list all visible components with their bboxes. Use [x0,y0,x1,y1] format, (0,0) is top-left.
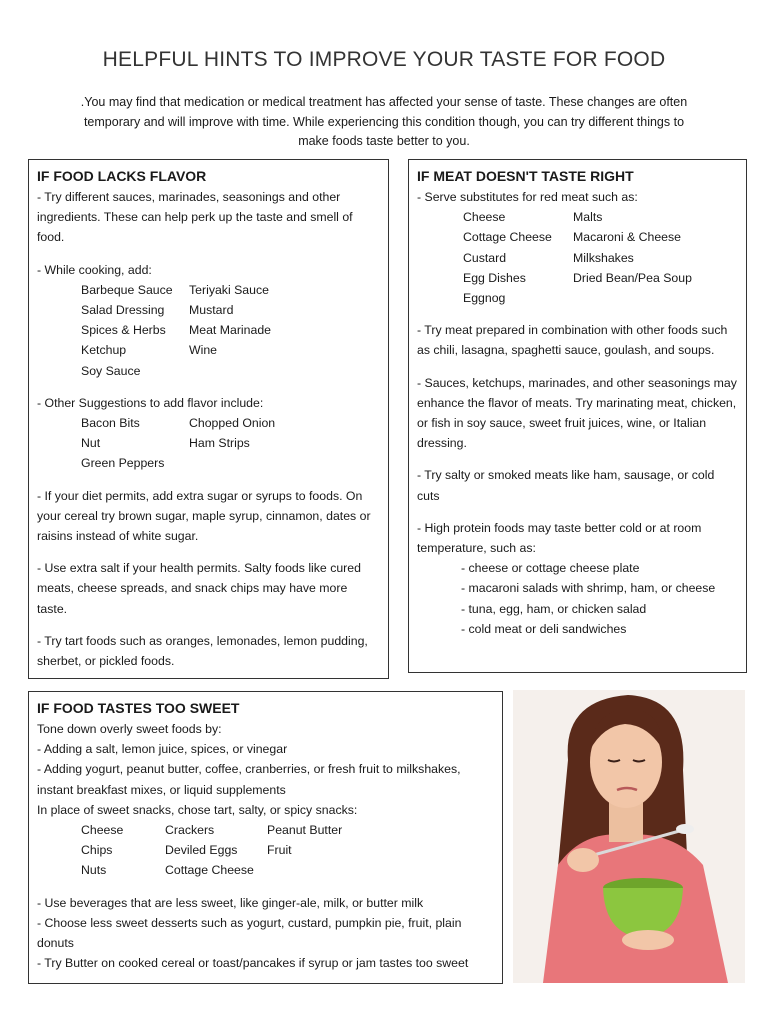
sweet-line-5: - Use beverages that are less sweet, like ginger-ale, milk, or butter milk [37,895,424,910]
lacks-flavor-section [28,159,389,679]
list-item: - cold meat or deli sandwiches [461,621,627,636]
list-item: Teriyaki Sauce [189,282,269,297]
protein-tip: - High protein foods may taste better cold or at room temperature, such as: [417,520,702,556]
list-item: - tuna, egg, ham, or chicken salad [461,601,647,616]
list-item: Salad Dressing [81,303,165,318]
list-item: Green Peppers [81,456,165,471]
list-item: Eggnog [463,291,506,306]
sweet-line-3: - Adding yogurt, peanut butter, coffee, cranberries, or fresh fruit to milkshakes, instant breakfast mixes, or liquid supplements [37,762,461,797]
list-item: Milkshakes [573,250,634,265]
list-item: Cottage Cheese [463,230,552,245]
list-item: Barbeque Sauce [81,282,173,297]
list-item: Dried Bean/Pea Soup [573,270,692,285]
list-item: - macaroni salads with shrimp, ham, or cheese [461,581,716,596]
other-list [37,413,380,474]
woman-eating-illustration [513,690,745,983]
cooking-label: - While cooking, add: [37,262,152,277]
list-item: Cheese [463,210,506,225]
sweet-line-6: - Choose less sweet desserts such as yogurt, custard, pumpkin pie, fruit, plain donuts [37,915,462,951]
list-item: Cottage Cheese [165,863,254,878]
list-item: Bacon Bits [81,416,140,431]
list-item: Spices & Herbs [81,323,166,338]
combination-tip: - Try meat prepared in combination with other foods such as chili, lasagna, spaghetti sauce, goulash, and soups. [417,323,728,358]
list-item [267,860,417,880]
list-item: Ketchup [81,343,127,358]
list-item: - cheese or cottage cheese plate [461,561,640,576]
sweet-line-4: In place of sweet snacks, chose tart, salty, or spicy snacks: [37,802,358,817]
list-item: Wine [189,343,218,358]
lacks-flavor-intro: - Try different sauces, marinades, seasonings and other ingredients. These can help perk up the taste and smell of food. [37,190,353,245]
list-item: Mustard [189,303,234,318]
list-item: Nut [81,436,101,451]
substitutes-label: - Serve substitutes for red meat such as: [417,190,638,204]
meat-section [408,159,747,673]
cooking-list [37,280,380,381]
list-item: Cheese [81,823,124,838]
snack-list [37,820,494,881]
marinade-tip: - Sauces, ketchups, marinades, and other seasonings may enhance the flavor of meats. Try marinating meat, chicken, or fish in soy sauce, sweet fruit juices, wine, or Italian dressing. [417,375,737,451]
list-item: Meat Marinade [189,323,272,338]
meat-heading: IF MEAT DOESN'T TASTE RIGHT [417,168,634,184]
intro-text: .You may find that medication or medical treatment has affected your sense of taste. These changes are often temporary and will improve with time. While experiencing this condition though, you can try different things to make foods taste better to you. [80,95,688,148]
list-item: Peanut Butter [267,823,343,838]
sweet-line-1: Tone down overly sweet foods by: [37,722,222,736]
other-label: - Other Suggestions to add flavor include: [37,395,264,410]
woman-photo [513,690,745,983]
lacks-flavor-heading: IF FOOD LACKS FLAVOR [37,168,207,184]
smoked-tip: - Try salty or smoked meats like ham, sausage, or cold cuts [417,468,715,503]
list-item: Chopped Onion [189,416,276,431]
protein-list [417,558,738,639]
sugar-tip: - If your diet permits, add extra sugar or syrups to foods. On your cereal try brown sugar, maple syrup, cinnamon, dates or raisins instead of white sugar. [37,488,371,544]
sweet-line-7: - Try Butter on cooked cereal or toast/pancakes if syrup or jam tastes too sweet [37,956,469,971]
list-item: Ham Strips [189,436,250,451]
too-sweet-heading: IF FOOD TASTES TOO SWEET [37,700,240,716]
list-item: Crackers [165,823,215,838]
list-item: Soy Sauce [81,363,141,378]
list-item: Macaroni & Cheese [573,230,681,245]
page-title: HELPFUL HINTS TO IMPROVE YOUR TASTE FOR FOOD [102,48,666,71]
list-item: Malts [573,210,603,225]
too-sweet-section [28,691,503,984]
substitutes-list [417,207,738,308]
list-item: Egg Dishes [463,270,526,285]
tart-tip: - Try tart foods such as oranges, lemonades, lemon pudding, sherbet, or pickled foods. [37,633,368,669]
list-item: Nuts [81,863,107,878]
list-item: Deviled Eggs [165,843,238,858]
list-item: Fruit [267,843,292,858]
list-item: Custard [463,250,507,265]
salt-tip: - Use extra salt if your health permits. Salty foods like cured meats, cheese spreads, and snack chips may have more taste. [37,561,361,616]
list-item: Chips [81,843,113,858]
sweet-line-2: - Adding a salt, lemon juice, spices, or vinegar [37,742,288,757]
